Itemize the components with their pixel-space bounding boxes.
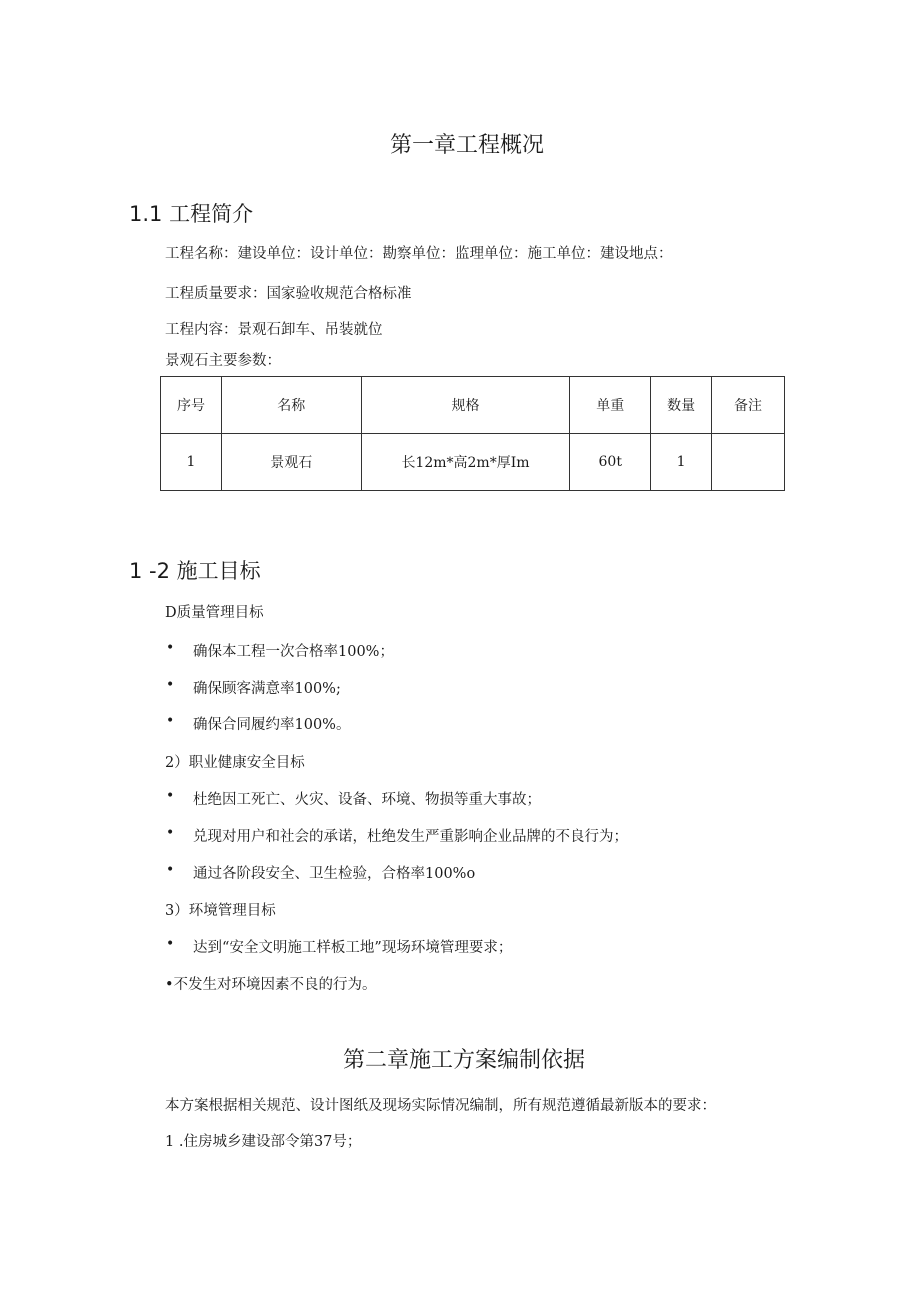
chapter2-title: 第二章施工方案编制依据 [343,1048,586,1073]
project-content-line: 工程内容：景观石卸车、吊装就位 [165,322,383,338]
cell-spec: 长12m*高2m*厚Im [361,434,570,491]
table-row [161,434,785,491]
cell-name: 景观石 [221,434,361,491]
list-item: •不发生对环境因素不良的行为。 [165,977,377,993]
list-item: 确保顾客满意率100%; [193,681,341,697]
list-item: 确保合同履约率100%。 [193,717,351,733]
cell-unit-weight: 60t [570,434,651,491]
list-item: 达到“安全文明施工样板工地”现场环境管理要求； [193,940,513,956]
quality-requirement-line: 工程质量要求：国家验收规范合格标准 [165,286,412,302]
bullet-icon: • [166,936,175,952]
header-unit-weight: 单重 [570,377,651,434]
bullet-icon: • [166,825,175,841]
quality-goal-title: D质量管理目标 [165,605,264,621]
cell-quantity: 1 [651,434,712,491]
bullet-icon: • [166,713,175,729]
chapter2-item-1: 1 .住房城乡建设部令第37号； [165,1134,362,1150]
header-quantity: 数量 [651,377,712,434]
list-item: 兑现对用户和社会的承诺，杜绝发生严重影响企业品牌的不良行为； [193,829,628,845]
header-remarks: 备注 [712,377,785,434]
section1-1-title: 1.1 工程简介 [129,202,254,226]
bullet-icon: • [166,677,175,693]
chapter1-title: 第一章工程概况 [390,133,545,158]
project-info-line: 工程名称：建设单位：设计单位：勘察单位：监理单位：施工单位：建设地点： [165,246,673,262]
cell-remarks [712,434,785,491]
chapter2-intro: 本方案根据相关规范、设计图纸及现场实际情况编制，所有规范遵循最新版本的要求： [165,1098,716,1114]
list-item: 确保本工程一次合格率100%； [193,644,394,660]
header-index: 序号 [161,377,222,434]
bullet-icon: • [166,862,175,878]
list-item: 通过各阶段安全、卫生检验，合格率100%o [193,866,476,882]
list-item: 杜绝因工死亡、火灾、设备、环境、物损等重大事故； [193,792,541,808]
environment-goal-title: 3）环境管理目标 [165,903,276,919]
stone-parameters-table [160,376,785,491]
header-spec: 规格 [361,377,570,434]
bullet-icon: • [166,640,175,656]
parameters-caption: 景观石主要参数： [165,353,281,369]
cell-index: 1 [161,434,222,491]
bullet-icon: • [166,788,175,804]
section1-2-title: 1 -2 施工目标 [129,559,261,583]
health-safety-goal-title: 2）职业健康安全目标 [165,755,305,771]
header-name: 名称 [221,377,361,434]
table-header-row [161,377,785,434]
